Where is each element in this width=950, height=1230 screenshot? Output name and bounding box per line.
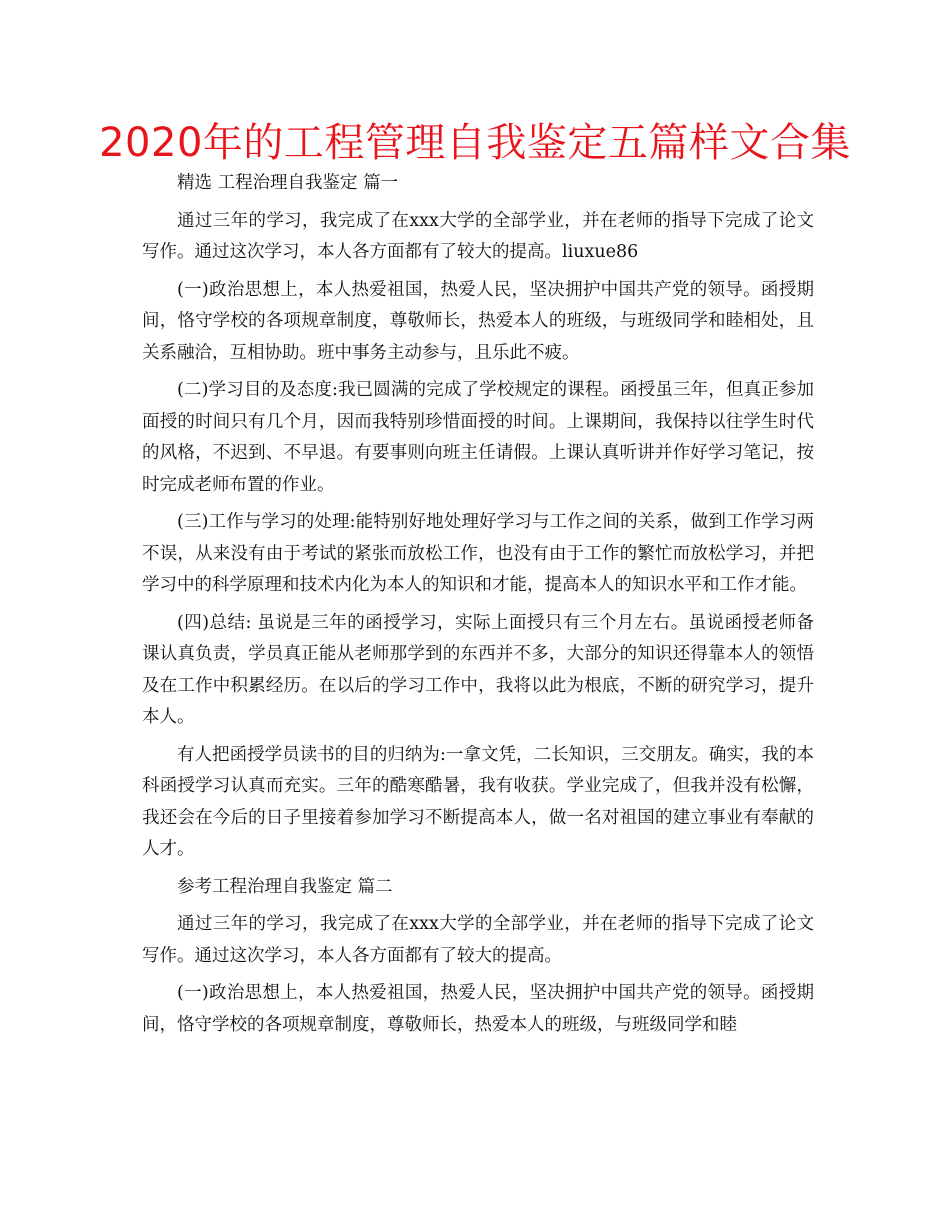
section-heading: 参考工程治理自我鉴定 篇二	[177, 876, 393, 897]
paragraph: (二)学习目的及态度:我已圆满的完成了学校规定的课程。函授虽三年，但真正参加面授的时间只有几个月，因而我特别珍惜面授的时间。上课期间，我保持以往学生时代的风格，不迟到、不早退。有要事则向班主任请假。上课认真听讲并作好学习笔记，按时完成老师布置的作业。	[142, 380, 814, 495]
paragraph: 通过三年的学习，我完成了在xxx大学的全部学业，并在老师的指导下完成了论文写作。通过这次学习，本人各方面都有了较大的提高。liuxue86	[142, 210, 814, 262]
paragraph: 通过三年的学习，我完成了在xxx大学的全部学业，并在老师的指导下完成了论文写作。通过这次学习，本人各方面都有了较大的提高。	[142, 914, 814, 966]
paragraph: (一)政治思想上，本人热爱祖国，热爱人民，坚决拥护中国共产党的领导。函授期间，恪守学校的各项规章制度，尊敬师长，热爱本人的班级，与班级同学和睦	[142, 983, 814, 1035]
document-title: 2020年的工程管理自我鉴定五篇样文合集	[99, 120, 851, 166]
paragraph: (三)工作与学习的处理:能特别好地处理好学习与工作之间的关系，做到工作学习两不误，从来没有由于考试的紧张而放松工作，也没有由于工作的繁忙而放松学习，并把学习中的科学原理和技术内化为本人的知识和才能，提高本人的知识水平和工作才能。	[142, 512, 814, 595]
section-heading: 精选 工程治理自我鉴定 篇一	[177, 173, 399, 193]
document-body	[142, 168, 814, 1047]
paragraph: (四)总结: 虽说是三年的函授学习，实际上面授只有三个月左右。虽说函授老师备课认真负责，学员真正能从老师那学到的东西并不多，大部分的知识还得靠本人的领悟及在工作中积累经历。在以后的学习工作中，我将以此为根底，不断的研究学习，提升本人。	[142, 612, 814, 727]
paragraph: 有人把函授学员读书的目的归纳为:一拿文凭，二长知识，三交朋友。确实，我的本科函授学习认真而充实。三年的酷寒酷暑，我有收获。学业完成了，但我并没有松懈，我还会在今后的日子里接着参加学习不断提高本人，做一名对祖国的建立事业有奉献的人才。	[142, 744, 814, 859]
paragraph: (一)政治思想上，本人热爱祖国，热爱人民，坚决拥护中国共产党的领导。函授期间，恪守学校的各项规章制度，尊敬师长，热爱本人的班级，与班级同学和睦相处，且关系融洽，互相协助。班中事务主动参与，且乐此不疲。	[142, 279, 814, 363]
